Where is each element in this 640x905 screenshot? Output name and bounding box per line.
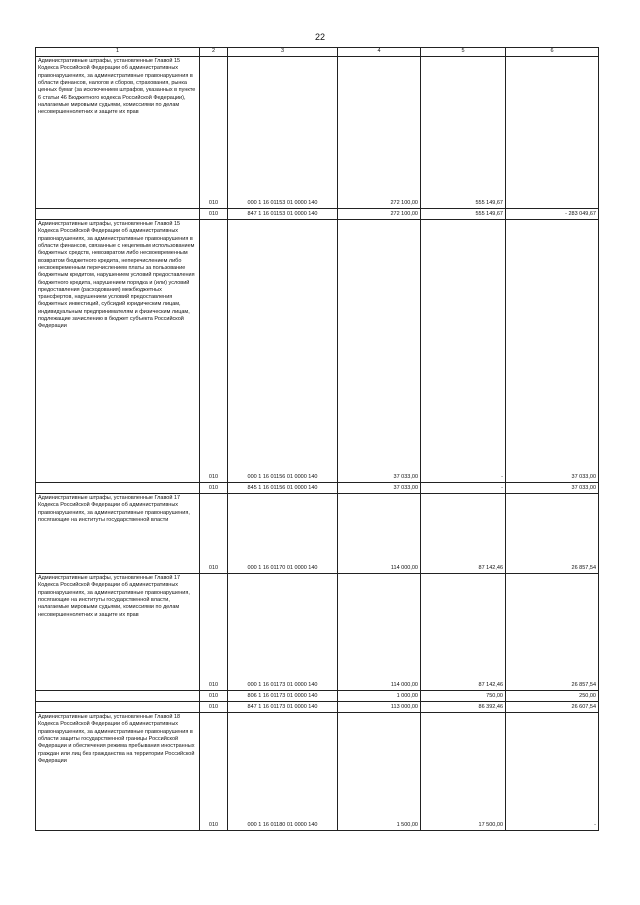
- row-code: 010: [200, 713, 228, 831]
- table-row: [36, 494, 599, 574]
- row-name: [36, 483, 200, 494]
- row-value-5: 555 149,67: [421, 209, 506, 220]
- row-kbk: 847 1 16 01173 01 0000 140: [228, 702, 338, 713]
- row-code: 010: [200, 483, 228, 494]
- row-value-5: 555 149,67: [421, 57, 506, 209]
- row-value-4: 1 000,00: [338, 691, 421, 702]
- row-kbk: 000 1 16 01173 01 0000 140: [228, 574, 338, 691]
- table-row: [36, 220, 599, 483]
- row-code: 010: [200, 691, 228, 702]
- table-row: [36, 483, 599, 494]
- row-value-6: 37 033,00: [506, 220, 599, 483]
- row-value-4: 37 033,00: [338, 220, 421, 483]
- revenue-table: [35, 47, 599, 831]
- table-row: [36, 574, 599, 691]
- row-value-5: 87 142,46: [421, 574, 506, 691]
- row-value-6: 250,00: [506, 691, 599, 702]
- column-header: 3: [228, 48, 338, 57]
- row-name: Административные штрафы, установленные Главой 15 Кодекса Российской Федерации об административных правонарушениях, за административные правонарушения в области финансов, связанные с нецелевым использованием бюджетных средств, невозвратом либо несвоевременным возвратом бюджетного кредита, неперечислением либо несвоевременным перечислением платы за пользование бюджетным кредитом, нарушением условий предоставления бюджетного кредита, нарушением порядка и (или) условий предоставления (расходования) межбюджетных трансфертов, нарушением условий предоставления бюджетных инвестиций, субсидий юридическим лицам, индивидуальным предпринимателям и физическим лицам, подлежащие зачислению в бюджет субъекта Российской Федерации: [36, 220, 200, 483]
- row-code: 010: [200, 494, 228, 574]
- row-name: [36, 691, 200, 702]
- row-code: 010: [200, 57, 228, 209]
- row-value-4: 113 000,00: [338, 702, 421, 713]
- row-code: 010: [200, 209, 228, 220]
- row-name: Административные штрафы, установленные Главой 17 Кодекса Российской Федерации об административных правонарушениях, за административные правонарушения, посягающие на институты государственной власти, налагаемые мировыми судьями, комиссиями по делам несовершеннолетних и защите их прав: [36, 574, 200, 691]
- row-kbk: 000 1 16 01153 01 0000 140: [228, 57, 338, 209]
- table-row: [36, 57, 599, 209]
- row-name: Административные штрафы, установленные Главой 18 Кодекса Российской Федерации об административных правонарушениях, за административные правонарушения в области защиты государственной границы Российской Федерации и обеспечения режима пребывания иностранных граждан или лиц без гражданства на территории Российской Федерации: [36, 713, 200, 831]
- row-value-5: -: [421, 483, 506, 494]
- row-name: [36, 702, 200, 713]
- row-value-5: 86 392,46: [421, 702, 506, 713]
- row-value-5: 750,00: [421, 691, 506, 702]
- row-value-4: 272 100,00: [338, 57, 421, 209]
- row-value-6: 26 857,54: [506, 494, 599, 574]
- row-kbk: 806 1 16 01173 01 0000 140: [228, 691, 338, 702]
- row-code: 010: [200, 702, 228, 713]
- table-row: [36, 713, 599, 831]
- row-value-6: 26 857,54: [506, 574, 599, 691]
- row-value-4: 114 000,00: [338, 494, 421, 574]
- row-value-6: - 283 049,67: [506, 209, 599, 220]
- row-value-5: -: [421, 220, 506, 483]
- row-value-4: 37 033,00: [338, 483, 421, 494]
- row-value-5: 87 142,46: [421, 494, 506, 574]
- row-kbk: 000 1 16 01156 01 0000 140: [228, 220, 338, 483]
- column-header: 2: [200, 48, 228, 57]
- row-value-6: 26 607,54: [506, 702, 599, 713]
- header-row: [36, 48, 599, 57]
- row-value-6: -: [506, 713, 599, 831]
- column-header: 5: [421, 48, 506, 57]
- row-name: Административные штрафы, установленные Главой 17 Кодекса Российской Федерации об административных правонарушениях, за административные правонарушения, посягающие на институты государственной власти: [36, 494, 200, 574]
- table-row: [36, 209, 599, 220]
- row-code: 010: [200, 220, 228, 483]
- page-number: 22: [314, 32, 325, 42]
- table-row: [36, 702, 599, 713]
- column-header: 6: [506, 48, 599, 57]
- table-row: [36, 691, 599, 702]
- row-kbk: 000 1 16 01180 01 0000 140: [228, 713, 338, 831]
- row-value-4: 1 500,00: [338, 713, 421, 831]
- row-kbk: 845 1 16 01156 01 0000 140: [228, 483, 338, 494]
- row-value-4: 114 000,00: [338, 574, 421, 691]
- row-kbk: 000 1 16 01170 01 0000 140: [228, 494, 338, 574]
- row-value-4: 272 100,00: [338, 209, 421, 220]
- row-name: [36, 209, 200, 220]
- row-kbk: 847 1 16 01153 01 0000 140: [228, 209, 338, 220]
- row-value-6: 37 033,00: [506, 483, 599, 494]
- row-value-6: [506, 57, 599, 209]
- column-header: 4: [338, 48, 421, 57]
- row-name: Административные штрафы, установленные Главой 15 Кодекса Российской Федерации об административных правонарушениях, за административные правонарушения в области финансов, налогов и сборов, страхования, рынка ценных бумаг (за исключением штрафов, указанных в пункте 6 статьи 46 Бюджетного кодекса Российской Федерации), налагаемые мировыми судьями, комиссиями по делам несовершеннолетних и защите их прав: [36, 57, 200, 209]
- row-code: 010: [200, 574, 228, 691]
- row-value-5: 17 500,00: [421, 713, 506, 831]
- column-header: 1: [36, 48, 200, 57]
